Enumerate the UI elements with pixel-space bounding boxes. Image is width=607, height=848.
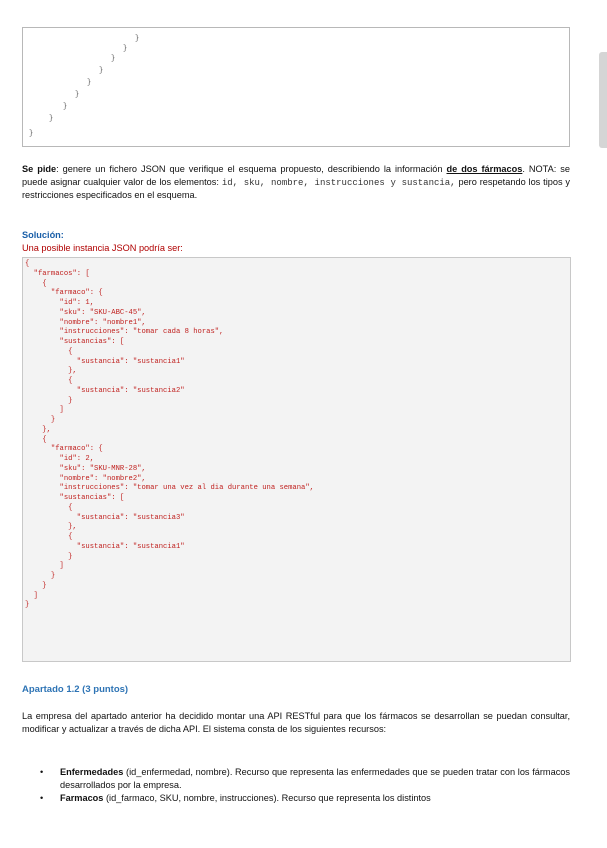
code-brace: } — [111, 55, 116, 63]
json-code: { "farmacos": [ { "farmaco": { "id": 1, "sku": "SKU-ABC-45", "nombre": "nombre1", "instrucciones": "tomar cada 8 horas", "sustancias": [ { "sustancia": "sustancia1" }, { "sustancia": "sustancia2" } ] } }, { "farmaco": { "id": 2, "sku": "SKU-MNR-28", "nombre": "nombre2", "instrucciones": "tomar una vez al dia durante una semana", "sustancias": [ { "sustancia": "sustancia3" }, { "sustancia": "sustancia1" } ] } } ] } — [25, 260, 314, 610]
pide-text: pero respetando los tipos y restricciones especificados en el esquema. — [22, 176, 570, 201]
pide-text: . NOTA: se puede asignar cualquier valor de los elementos: — [22, 164, 570, 187]
code-brace: } — [49, 115, 54, 123]
solution-intro: Una posible instancia JSON podría ser: — [22, 242, 183, 253]
json-code-box — [22, 257, 571, 662]
bullet-icon: • — [40, 767, 44, 777]
list-item-title: Farmacos — [60, 793, 104, 804]
code-brace: } — [29, 130, 34, 138]
code-brace: } — [75, 91, 80, 99]
solution-block — [22, 229, 570, 254]
pide-text: : genere un fichero JSON que verifique el esquema propuesto, describiendo la información — [56, 164, 447, 174]
section-heading: Apartado 1.2 (3 puntos) — [22, 684, 129, 695]
scrollbar[interactable] — [599, 52, 607, 148]
code-brace: } — [63, 103, 68, 111]
code-brace: } — [135, 35, 140, 43]
pide-label: Se pide — [22, 164, 57, 174]
list-item-text: (id_enfermedad, nombre). Recurso que representa las enfermedades que se pueden tratar con los fármacos desarrollados por la empresa. — [60, 767, 570, 790]
code-brace: } — [99, 67, 104, 75]
bullet-icon: • — [40, 793, 44, 804]
resource-list — [40, 766, 570, 806]
list-item-title: Enfermedades — [60, 767, 124, 777]
list-item — [40, 766, 570, 791]
task-paragraph — [22, 163, 570, 202]
pide-underlined: de dos fármacos — [446, 164, 523, 174]
list-item — [40, 792, 570, 805]
code-brace: } — [123, 45, 128, 53]
schema-code-box — [22, 27, 570, 147]
list-item-text: (id_farmaco, SKU, nombre, instrucciones). Recurso que representa los distintos — [103, 793, 431, 804]
section-paragraph: La empresa del apartado anterior ha decidido montar una API RESTful para que los fármacos se desarrollan se puedan consultar, modificar y actualizar a través de dicha API. El sistema consta de los siguientes recursos: — [22, 711, 570, 734]
solution-label: Solución: — [22, 230, 64, 240]
pide-fields: id, sku, nombre, instrucciones y sustancia, — [221, 177, 456, 188]
code-brace: } — [87, 79, 92, 87]
